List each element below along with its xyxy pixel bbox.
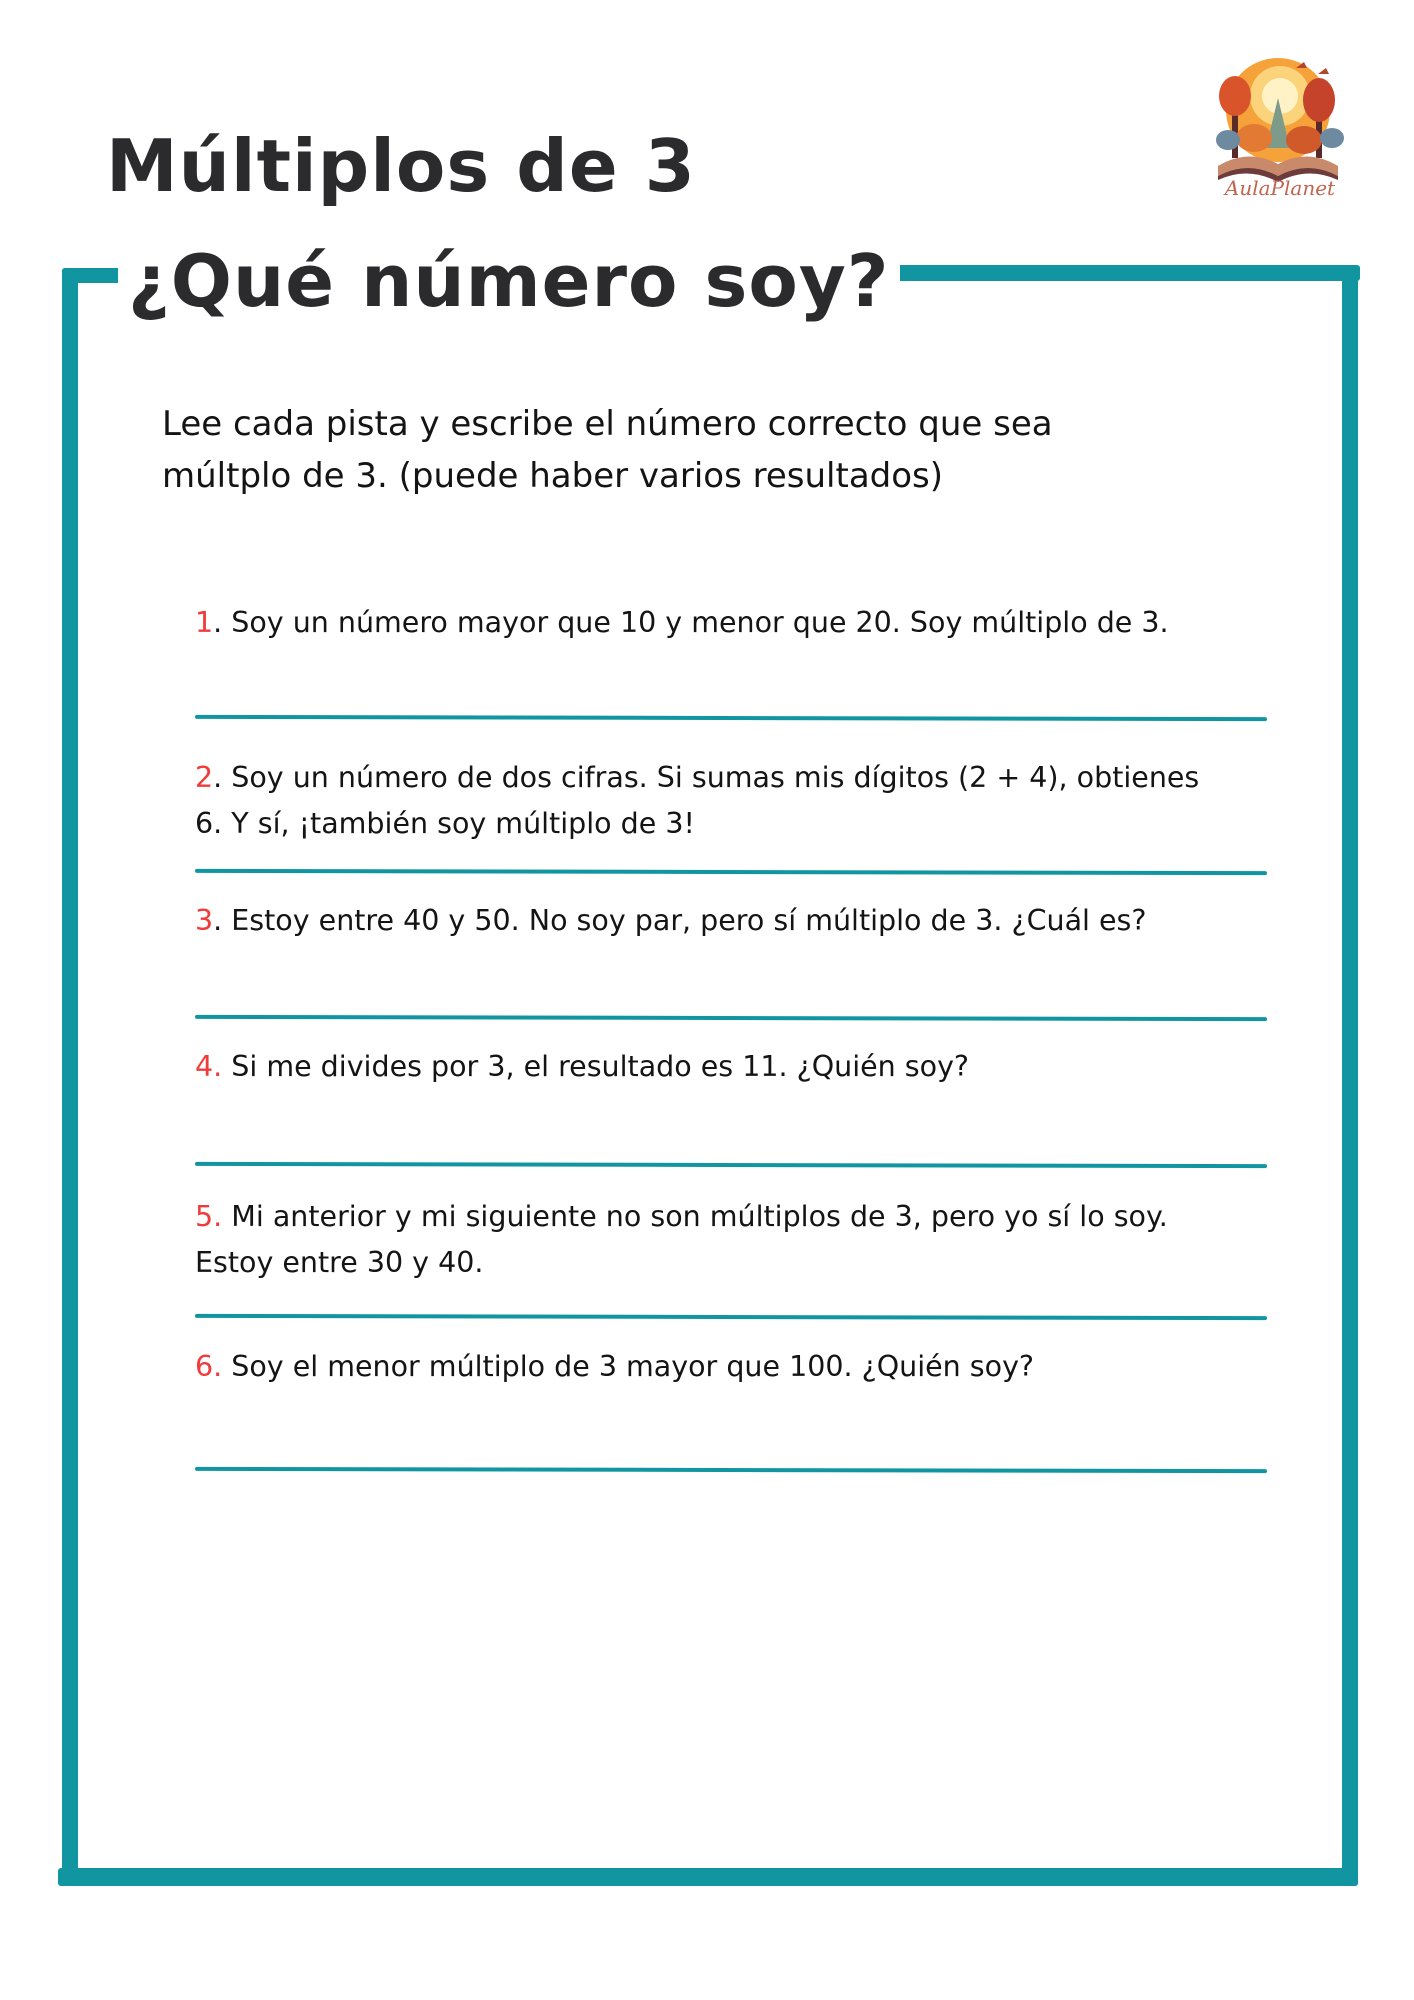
question-text: Estoy entre 40 y 50. No soy par, pero sí múltiplo de 3. ¿Cuál es? (222, 904, 1147, 937)
page-title: Múltiplos de 3 (106, 124, 696, 208)
question-text: Si me divides por 3, el resultado es 11. ¿Quién soy? (222, 1050, 970, 1083)
answer-line-4[interactable] (195, 1162, 1267, 1168)
question-6 (195, 1344, 1315, 1390)
instructions-line-2: múltplo de 3. (puede haber varios resultados) (162, 456, 944, 496)
question-text-continued: Estoy entre 30 y 40. (195, 1246, 484, 1279)
question-4 (195, 1044, 1315, 1090)
answer-line-1[interactable] (195, 715, 1267, 721)
question-number: 4. (195, 1050, 223, 1083)
frame-right (1342, 266, 1358, 1886)
frame-bottom (58, 1868, 1358, 1886)
question-number-separator: . (213, 761, 223, 794)
question-number: 6. (195, 1350, 223, 1383)
instructions (162, 398, 1162, 502)
question-2 (195, 755, 1315, 847)
question-text: Mi anterior y mi siguiente no son múltiplos de 3, pero yo sí lo soy. (222, 1200, 1168, 1233)
question-text-continued: 6. Y sí, ¡también soy múltiplo de 3! (195, 807, 695, 840)
logo (1198, 48, 1358, 208)
frame-top-right (832, 265, 1360, 281)
instructions-line-1: Lee cada pista y escribe el número correcto que sea (162, 404, 1053, 444)
question-number: 1 (195, 606, 214, 639)
question-number: 3 (195, 904, 214, 937)
logo-text: AulaPlanet (1224, 176, 1336, 200)
frame-left (62, 268, 78, 1886)
answer-line-5[interactable] (195, 1314, 1267, 1320)
question-text: Soy un número de dos cifras. Si sumas mis dígitos (2 + 4), obtienes (222, 761, 1200, 794)
page-subtitle: ¿Qué número soy? (118, 245, 900, 317)
answer-line-3[interactable] (195, 1015, 1267, 1021)
question-number-separator: . (213, 904, 223, 937)
question-text: Soy un número mayor que 10 y menor que 20. Soy múltiplo de 3. (222, 606, 1169, 639)
answer-line-6[interactable] (195, 1467, 1267, 1473)
question-3 (195, 898, 1315, 944)
question-1 (195, 600, 1315, 646)
question-number: 5. (195, 1200, 223, 1233)
question-5 (195, 1194, 1315, 1286)
answer-line-2[interactable] (195, 869, 1267, 875)
question-number: 2 (195, 761, 214, 794)
question-number-separator: . (213, 606, 223, 639)
question-text: Soy el menor múltiplo de 3 mayor que 100. ¿Quién soy? (222, 1350, 1035, 1383)
